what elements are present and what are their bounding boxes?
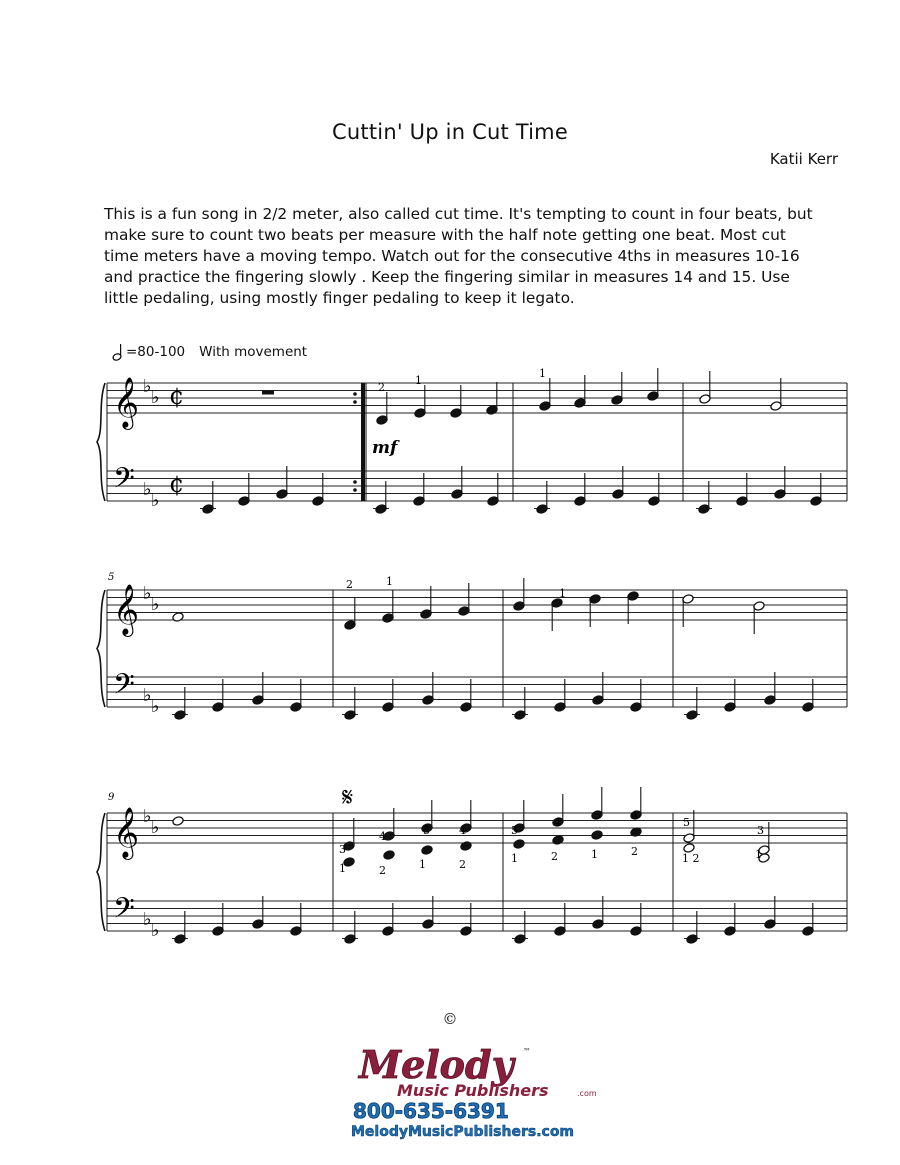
notehead — [421, 845, 433, 856]
dynamic-mf: mf — [372, 438, 398, 458]
fingering: 1 2 — [682, 852, 700, 865]
tempo-expression: With movement — [199, 344, 308, 360]
logo-url: MelodyMusicPublishers.com — [351, 1124, 575, 1140]
flat-icon: ♭ — [151, 594, 160, 615]
fingering: 1 — [511, 852, 518, 865]
notehead — [552, 835, 564, 846]
notehead — [591, 830, 603, 841]
tempo-value: =80-100 — [126, 344, 186, 360]
logo-phone: 800-635-6391 — [353, 1099, 509, 1123]
flat-icon: ♭ — [151, 490, 160, 511]
score-staves — [97, 368, 847, 944]
repeat-dot — [353, 480, 357, 484]
fingering: 3 — [757, 824, 764, 837]
segno-sign: 𝄋 — [342, 783, 354, 813]
fingering: 4 — [631, 809, 638, 822]
notehead — [172, 612, 184, 623]
notehead — [172, 816, 184, 827]
cut-time-icon: ¢ — [169, 382, 185, 410]
fingering: 1 — [386, 575, 393, 588]
fingering: 1 — [755, 848, 762, 861]
treble-clef-icon: 𝄞 — [113, 807, 140, 858]
flat-icon: ♭ — [151, 920, 160, 941]
logo-tm: ™ — [523, 1047, 531, 1056]
repeat-dot — [353, 400, 357, 404]
fingering: 2 — [378, 381, 385, 394]
repeat-dot — [353, 488, 357, 492]
fingering: 4 — [554, 816, 561, 829]
flat-icon: ♭ — [143, 685, 152, 706]
rest-icon — [262, 391, 274, 395]
fingering: 5 — [423, 824, 430, 837]
treble-clef-icon: 𝄞 — [113, 377, 140, 428]
flat-icon: ♭ — [143, 376, 152, 397]
fingering: 3 — [339, 843, 346, 856]
fingering: 5 — [683, 816, 690, 829]
score-annotations — [108, 367, 764, 877]
repeat-barline-thick — [361, 383, 365, 501]
bass-clef-icon: 𝄢 — [113, 668, 135, 708]
staff-brace — [97, 813, 105, 931]
description: This is a fun song in 2/2 meter, also called cut time. It's tempting to count in four beats, but make sure to count two beats per measure with the half note getting one beat. Most cut time meters have a moving tempo. Watch out for the consecutive 4ths in measures 10-16 and practice the fingering slowly . Keep the fingering similar in measures 14 and 15. Use little pedaling, using mostly finger pedaling to keep it legato. — [104, 205, 813, 307]
flat-icon: ♭ — [151, 696, 160, 717]
fingering: 2 — [631, 845, 638, 858]
page-title: Cuttin' Up in Cut Time — [332, 120, 568, 144]
logo-line2: Music Publishers — [397, 1081, 549, 1100]
fingering: 2 — [551, 850, 558, 863]
flat-icon: ♭ — [151, 387, 160, 408]
fingering: 4 — [379, 830, 386, 843]
notehead — [383, 850, 395, 861]
fingering: 5 — [594, 809, 601, 822]
staff-brace — [97, 383, 105, 501]
measure-number-9: 9 — [108, 792, 115, 803]
fingering: 2 — [459, 858, 466, 871]
repeat-dot — [353, 392, 357, 396]
logo-dotcom: .com — [577, 1089, 597, 1098]
staff-brace — [97, 590, 105, 707]
flat-icon: ♭ — [143, 583, 152, 604]
cut-time-icon: ¢ — [169, 470, 185, 498]
treble-clef-icon: 𝄞 — [113, 584, 140, 635]
fingering: 1 — [339, 862, 346, 875]
flat-icon: ♭ — [151, 817, 160, 838]
bass-clef-icon: 𝄢 — [113, 892, 135, 932]
bass-clef-icon: 𝄢 — [113, 462, 135, 502]
fingering: 1 — [415, 374, 422, 387]
notehead — [460, 841, 472, 852]
fingering: 4 — [459, 824, 466, 837]
flat-icon: ♭ — [143, 479, 152, 500]
fingering: 5 — [511, 824, 518, 837]
fingering: 1 — [559, 587, 566, 600]
logo-brand: Melody — [359, 1042, 514, 1087]
measure-number-5: 5 — [108, 572, 115, 583]
fingering: 1 — [591, 848, 598, 861]
publisher-logo — [345, 1040, 605, 1140]
fingering: 2 — [379, 864, 386, 877]
flat-icon: ♭ — [143, 806, 152, 827]
fingering: 1 — [419, 858, 426, 871]
copyright-symbol: © — [442, 1010, 458, 1028]
fingering: 1 — [539, 367, 546, 380]
flat-icon: ♭ — [143, 909, 152, 930]
fingering: 2 — [346, 578, 353, 591]
composer: Katii Kerr — [769, 150, 838, 168]
notehead — [513, 839, 525, 850]
